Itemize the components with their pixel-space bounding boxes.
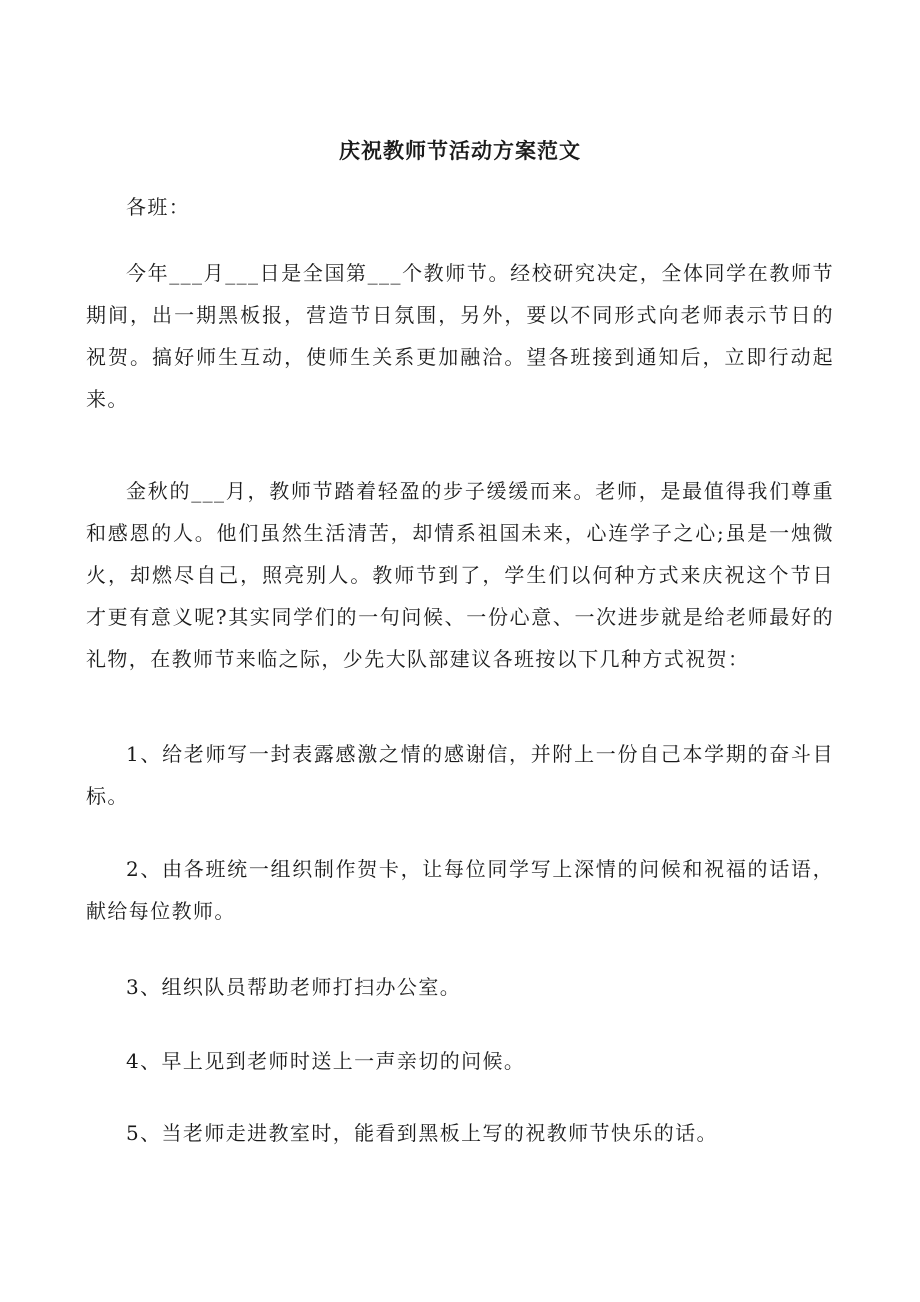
list-item-clean-office: 3、组织队员帮助老师打扫办公室。: [126, 975, 462, 999]
document-title: 庆祝教师节活动方案范文: [339, 138, 581, 164]
list-item-greeting-cards: 2、由各班统一组织制作贺卡，让每位同学写上深情的问候和祝福的话语，献给每位教师。: [86, 857, 834, 923]
list-item-thank-you-letter: 1、给老师写一封表露感激之情的感谢信，并附上一份自己本学期的奋斗目标。: [86, 742, 834, 808]
list-item-morning-greeting: 4、早上见到老师时送上一声亲切的问候。: [126, 1049, 526, 1073]
paragraph-notice: 今年___月___日是全国第___个教师节。经校研究决定，全体同学在教师节期间，出一期黑板报，营造节日氛围，另外，要以不同形式向老师表示节日的祝贺。搞好师生互动，使师生关系更加融洽。望各班接到通知后，立即行动起来。: [86, 261, 834, 411]
list-item-blackboard-message: 5、当老师走进教室时，能看到黑板上写的祝教师节快乐的话。: [126, 1121, 718, 1145]
salutation: 各班：: [126, 195, 191, 219]
paragraph-introduction: 金秋的___月，教师节踏着轻盈的步子缓缓而来。老师，是最值得我们尊重和感恩的人。他们虽然生活清苦，却情系祖国未来，心连学子之心;虽是一烛微火，却燃尽自己，照亮别人。教师节到了，学生们以何种方式来庆祝这个节日才更有意义呢?其实同学们的一句问候、一份心意、一次进步就是给老师最好的礼物，在教师节来临之际，少先大队部建议各班按以下几种方式祝贺：: [86, 479, 834, 671]
